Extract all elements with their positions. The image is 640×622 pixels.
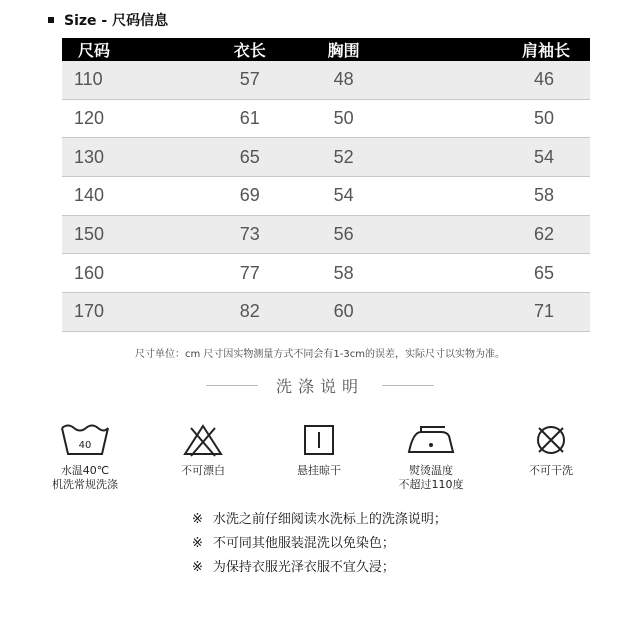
cell-chest: 54 xyxy=(297,177,391,216)
care-label-line: 不超过110度 xyxy=(398,478,464,491)
cell-chest: 50 xyxy=(297,99,391,138)
care-item-hang-dry xyxy=(264,422,374,478)
cell-length: 65 xyxy=(203,138,297,177)
cell-size: 160 xyxy=(62,254,203,293)
cell-length: 77 xyxy=(203,254,297,293)
care-label xyxy=(148,464,258,478)
cell-sleeve: 54 xyxy=(391,138,590,177)
wash-notes xyxy=(192,508,447,580)
cell-length: 82 xyxy=(203,293,297,332)
care-label xyxy=(376,464,486,492)
header-chest: 胸围 xyxy=(297,38,391,61)
bullet-square-icon xyxy=(48,17,54,23)
wash-title-bar xyxy=(0,373,640,397)
cell-sleeve: 71 xyxy=(391,293,590,332)
divider-line-right xyxy=(382,385,434,386)
cell-chest: 52 xyxy=(297,138,391,177)
table-header-row xyxy=(62,38,590,61)
care-label-line: 熨烫温度 xyxy=(409,464,453,477)
reference-mark-icon: ※ xyxy=(192,536,203,551)
section-title-text: Size - 尺码信息 xyxy=(64,13,169,29)
care-label-line: 水温40℃ xyxy=(60,464,110,477)
size-table xyxy=(62,38,590,332)
reference-mark-icon: ※ xyxy=(192,560,203,575)
cell-chest: 48 xyxy=(297,61,391,99)
wash-note-text: 不可同其他服装混洗以免染色； xyxy=(212,536,395,551)
care-item-iron xyxy=(376,422,486,492)
table-row xyxy=(62,254,590,293)
wash-title: 洗涤说明 xyxy=(275,376,364,396)
wash-note-text: 水洗之前仔细阅读水洗标上的洗涤说明； xyxy=(212,512,447,527)
no-dry-clean-icon xyxy=(533,422,569,458)
wash-note xyxy=(192,532,447,556)
table-row xyxy=(62,99,590,138)
table-row xyxy=(62,177,590,216)
wash-temp-text: 40 xyxy=(78,440,92,451)
size-note: 尺寸单位：cm 尺寸因实物测量方式不同会有1-3cm的误差，实际尺寸以实物为准。 xyxy=(135,349,505,360)
wash-note xyxy=(192,556,447,580)
table-row xyxy=(62,293,590,332)
care-label-line: 不可漂白 xyxy=(181,464,225,477)
care-label-line: 机洗常规洗涤 xyxy=(52,478,118,491)
cell-size: 150 xyxy=(62,215,203,254)
header-size: 尺码 xyxy=(62,38,203,61)
header-sleeve: 肩袖长 xyxy=(391,38,590,61)
cell-sleeve: 46 xyxy=(391,61,590,99)
care-item-wash xyxy=(30,422,140,492)
hang-dry-icon xyxy=(301,422,337,458)
cell-chest: 56 xyxy=(297,215,391,254)
cell-size: 140 xyxy=(62,177,203,216)
care-label xyxy=(264,464,374,478)
table-row xyxy=(62,61,590,99)
cell-sleeve: 58 xyxy=(391,177,590,216)
cell-sleeve: 65 xyxy=(391,254,590,293)
wash-note xyxy=(192,508,447,532)
iron-icon xyxy=(403,422,459,458)
care-label xyxy=(496,464,606,478)
no-bleach-icon xyxy=(181,422,225,458)
cell-length: 73 xyxy=(203,215,297,254)
cell-length: 69 xyxy=(203,177,297,216)
wash-40-icon xyxy=(59,422,111,458)
cell-chest: 58 xyxy=(297,254,391,293)
header-length: 衣长 xyxy=(203,38,297,61)
cell-sleeve: 62 xyxy=(391,215,590,254)
table-row xyxy=(62,215,590,254)
care-label-line: 不可干洗 xyxy=(529,464,573,477)
wash-note-text: 为保持衣服光泽衣服不宜久浸； xyxy=(212,560,395,575)
cell-length: 57 xyxy=(203,61,297,99)
cell-size: 120 xyxy=(62,99,203,138)
table-row xyxy=(62,138,590,177)
reference-mark-icon: ※ xyxy=(192,512,203,527)
care-label xyxy=(30,464,140,492)
care-label-line: 悬挂晾干 xyxy=(297,464,341,477)
cell-sleeve: 50 xyxy=(391,99,590,138)
cell-length: 61 xyxy=(203,99,297,138)
divider-line-left xyxy=(206,385,258,386)
cell-size: 110 xyxy=(62,61,203,99)
care-item-no-bleach xyxy=(148,422,258,478)
section-title xyxy=(48,10,168,30)
cell-size: 130 xyxy=(62,138,203,177)
cell-size: 170 xyxy=(62,293,203,332)
care-item-no-dry-clean xyxy=(496,422,606,478)
cell-chest: 60 xyxy=(297,293,391,332)
